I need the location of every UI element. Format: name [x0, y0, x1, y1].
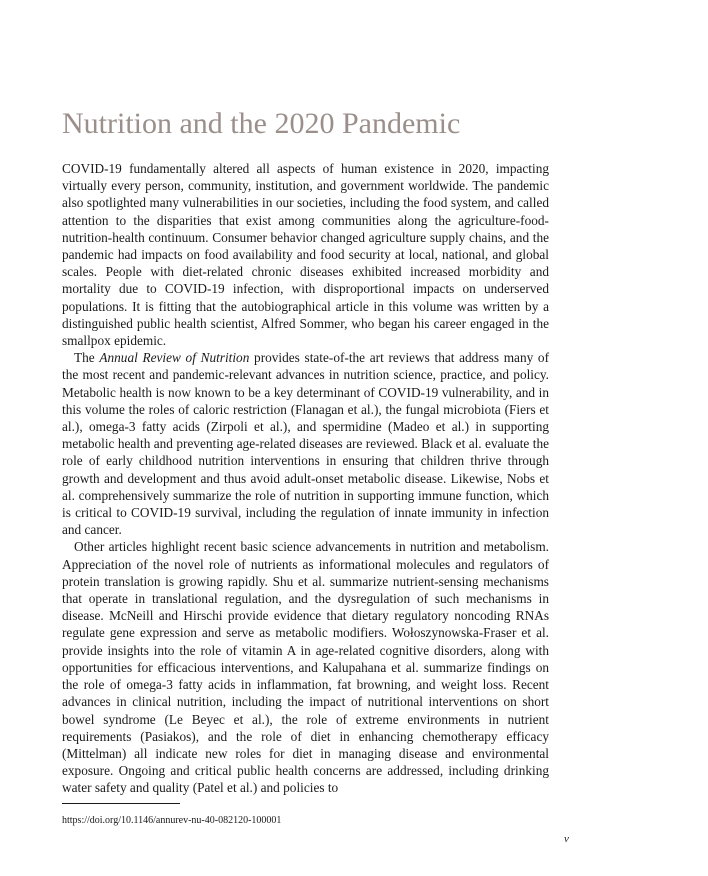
- paragraph-2: [62, 349, 549, 538]
- paragraph-3: [62, 538, 549, 796]
- page-number: v: [564, 833, 569, 845]
- paragraph-1: [62, 160, 549, 349]
- article-body: [62, 160, 549, 797]
- article-title: Nutrition and the 2020 Pandemic: [62, 107, 461, 140]
- footnote-divider: [62, 803, 180, 804]
- paragraph-3-text: Other articles highlight recent basic science advancements in nutrition and metabolism. Appreciation of the novel role of nutrients as informational molecules and regulators of protein translation is growing rapidly. Shu et al. summarize nutrient-sensing mechanisms that operate in translational regulation, and the dysregulation of such mechanisms in disease. McNeill and Hirschi provide evidence that dietary regulatory noncoding RNAs regulate gene expression and serve as metabolic modifiers. Wołoszynowska-Fraser et al. provide insights into the role of vitamin A in age-related cognitive disorders, along with opportunities for efficacious interventions, and Kalupahana et al. summarize findings on the role of omega-3 fatty acids in inflammation, fat browning, and weight loss. Recent advances in clinical nutrition, including the impact of nutritional interventions on short bowel syndrome (Le Beyec et al.), the role of extreme environments in nutrient requirements (Pasiakos), and the role of diet in enhancing chemotherapy efficacy (Mittelman) all indicate new roles for diet in managing disease and environmental exposure. Ongoing and critical public health concerns are addressed, including drinking water safety and quality (Patel et al.) and policies to: [62, 539, 549, 796]
- journal-name: Annual Review of Nutrition: [99, 350, 250, 366]
- doi-link[interactable]: https://doi.org/10.1146/annurev-nu-40-082120-100001: [62, 815, 282, 826]
- paragraph-2-text-a: The: [74, 350, 100, 366]
- paragraph-2-text-b: provides state-of-the art reviews that address many of the most recent and pandemic-relevant advances in nutrition science, practice, and policy. Metabolic health is now known to be a key determinant of COVID-19 vulnerability, and in this volume the roles of caloric restriction (Flanagan et al.), the fungal microbiota (Fiers et al.), omega-3 fatty acids (Zirpoli et al.), and spermidine (Madeo et al.) in supporting metabolic health and preventing age-related diseases are reviewed. Black et al. evaluate the role of early childhood nutrition interventions in ensuring that children thrive through growth and development and thus avoid adult-onset metabolic disease. Likewise, Nobs et al. comprehensively summarize the role of nutrition in supporting immune function, which is critical to COVID-19 survival, including the regulation of innate immunity in infection and cancer.: [62, 350, 550, 538]
- paragraph-1-text: COVID-19 fundamentally altered all aspects of human existence in 2020, impacting virtually every person, community, institution, and government worldwide. The pandemic also spotlighted many vulnerabilities in our societies, including the food system, and called attention to the disparities that exist among communities along the agriculture-food-nutrition-health continuum. Consumer behavior changed agriculture supply chains, and the pandemic had impacts on food availability and food security at local, national, and global scales. People with diet-related chronic diseases exhibited increased morbidity and mortality due to COVID-19 infection, with disproportional impacts on underserved populations. It is fitting that the autobiographical article in this volume was written by a distinguished public health scientist, Alfred Sommer, who began his career engaged in the smallpox epidemic.: [62, 161, 549, 349]
